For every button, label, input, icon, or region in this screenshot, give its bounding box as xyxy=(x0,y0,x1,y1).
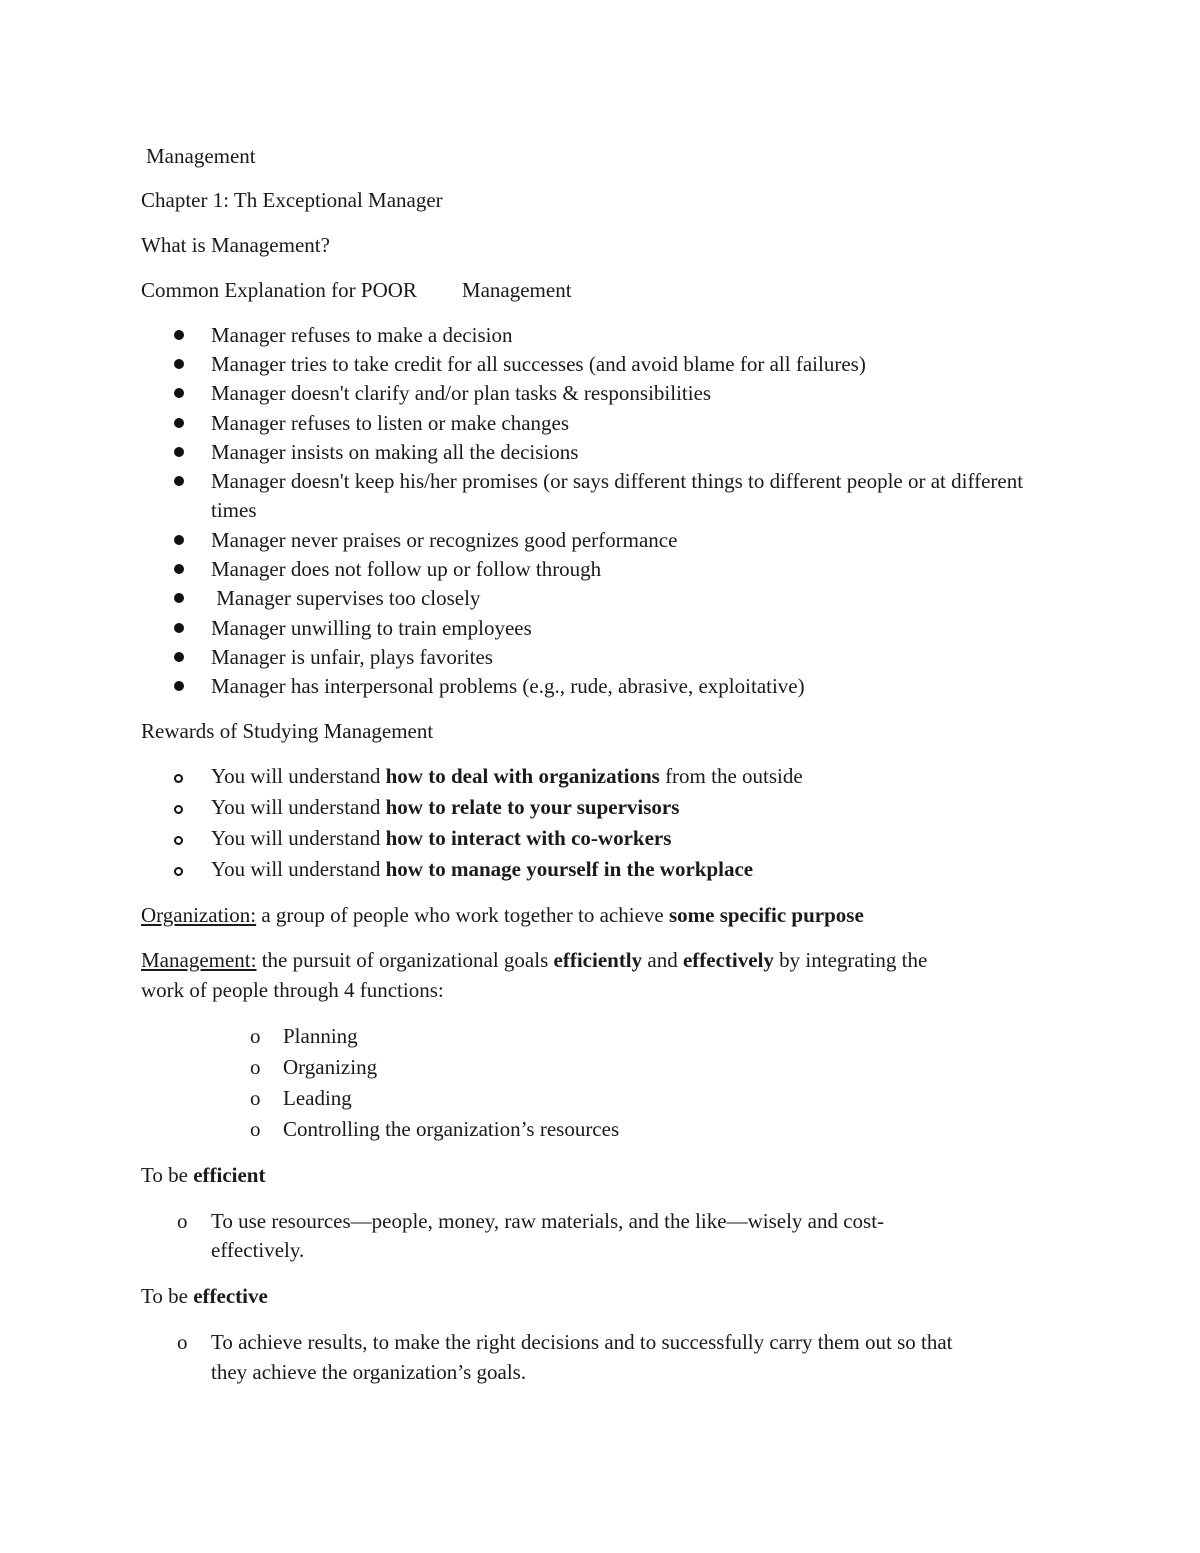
o-bullet-icon: o xyxy=(250,1024,261,1048)
management-definition-cont: work of people through 4 functions: xyxy=(141,978,444,1002)
o-bullet-icon: o xyxy=(250,1117,261,1141)
poor-heading-left: Common Explanation for POOR xyxy=(141,278,417,302)
bullet-icon xyxy=(174,564,184,574)
bullet-icon xyxy=(174,681,184,691)
efficient-heading: To be efficient xyxy=(141,1163,266,1187)
bullet-icon xyxy=(174,652,184,662)
management-definition: Management: the pursuit of organizational goals efficiently and effectively by integrating the xyxy=(141,948,928,972)
ring-bullet-icon xyxy=(174,836,183,845)
poor-heading-right: Management xyxy=(461,278,572,302)
ring-bullet-icon xyxy=(174,774,183,783)
bullet-icon xyxy=(174,418,184,428)
bullet-icon xyxy=(174,623,184,633)
o-bullet-icon: o xyxy=(250,1055,261,1079)
organization-definition: Organization: a group of people who work together to achieve some specific purpose xyxy=(141,903,864,927)
o-bullet-icon: o xyxy=(177,1330,188,1354)
o-bullet-icon: o xyxy=(177,1209,188,1233)
bullet-icon xyxy=(174,447,184,457)
bullet-icon xyxy=(174,388,184,398)
effective-heading: To be effective xyxy=(141,1284,268,1308)
ring-bullet-icon xyxy=(174,805,183,814)
rewards-heading: Rewards of Studying Management xyxy=(141,719,434,743)
o-bullet-icon: o xyxy=(250,1086,261,1110)
management-term: Management: xyxy=(141,948,257,972)
bullet-icon xyxy=(174,359,184,369)
ring-bullet-icon xyxy=(174,867,183,876)
bullet-icon xyxy=(174,593,184,603)
organization-term: Organization: xyxy=(141,903,257,927)
document-page: Management Chapter 1: Th Exceptional Manager What is Management? Common Explanation for POOR Management Manager refuses to make a decision Manager tries to take credit for all successes (and avoid blame for all failures) Manager doesn't clarify and/or plan tasks & responsibilities Manager refuses to listen or make changes Manager insists on making all the decisions Manager doesn't keep his/her promises (or says different things to different people or at different times Manager never praises or recognizes good performance Manager does not follow up or follow through Manager supervises too closely Manager unwilling to train employees Manager is unfair, plays favorites Manager has interpersonal problems (e.g., rude, abrasive, exploitative) Rewards of Studying Management You will understand how to deal with organizations from the outside You will understand how to relate to your supervisors You will understand how to interact with co-workers You will understand how to manage yourself in the workplace Organization: a group of people who work together to achieve some specific purpose Management: the pursuit of organizational goals efficiently and effectively by integrating the work of people through 4 functions: o Planning o Organizing o Leading o Controlling the organization’s resources To be efficient o To use resources—people, money, raw materials, and the like—wisely and cost- effectively. To be effective o To achieve results, to make the right decisions and to successfully carry them out so that they achieve the organization’s goals. xyxy=(141,144,1024,1384)
chapter-heading: Chapter 1: Th Exceptional Manager xyxy=(141,188,443,212)
bullet-icon xyxy=(174,476,184,486)
document-title: Management xyxy=(146,144,256,168)
bullet-icon xyxy=(174,330,184,340)
bullet-icon xyxy=(174,535,184,545)
question-heading: What is Management? xyxy=(141,233,330,257)
poor-management-heading xyxy=(141,276,572,305)
